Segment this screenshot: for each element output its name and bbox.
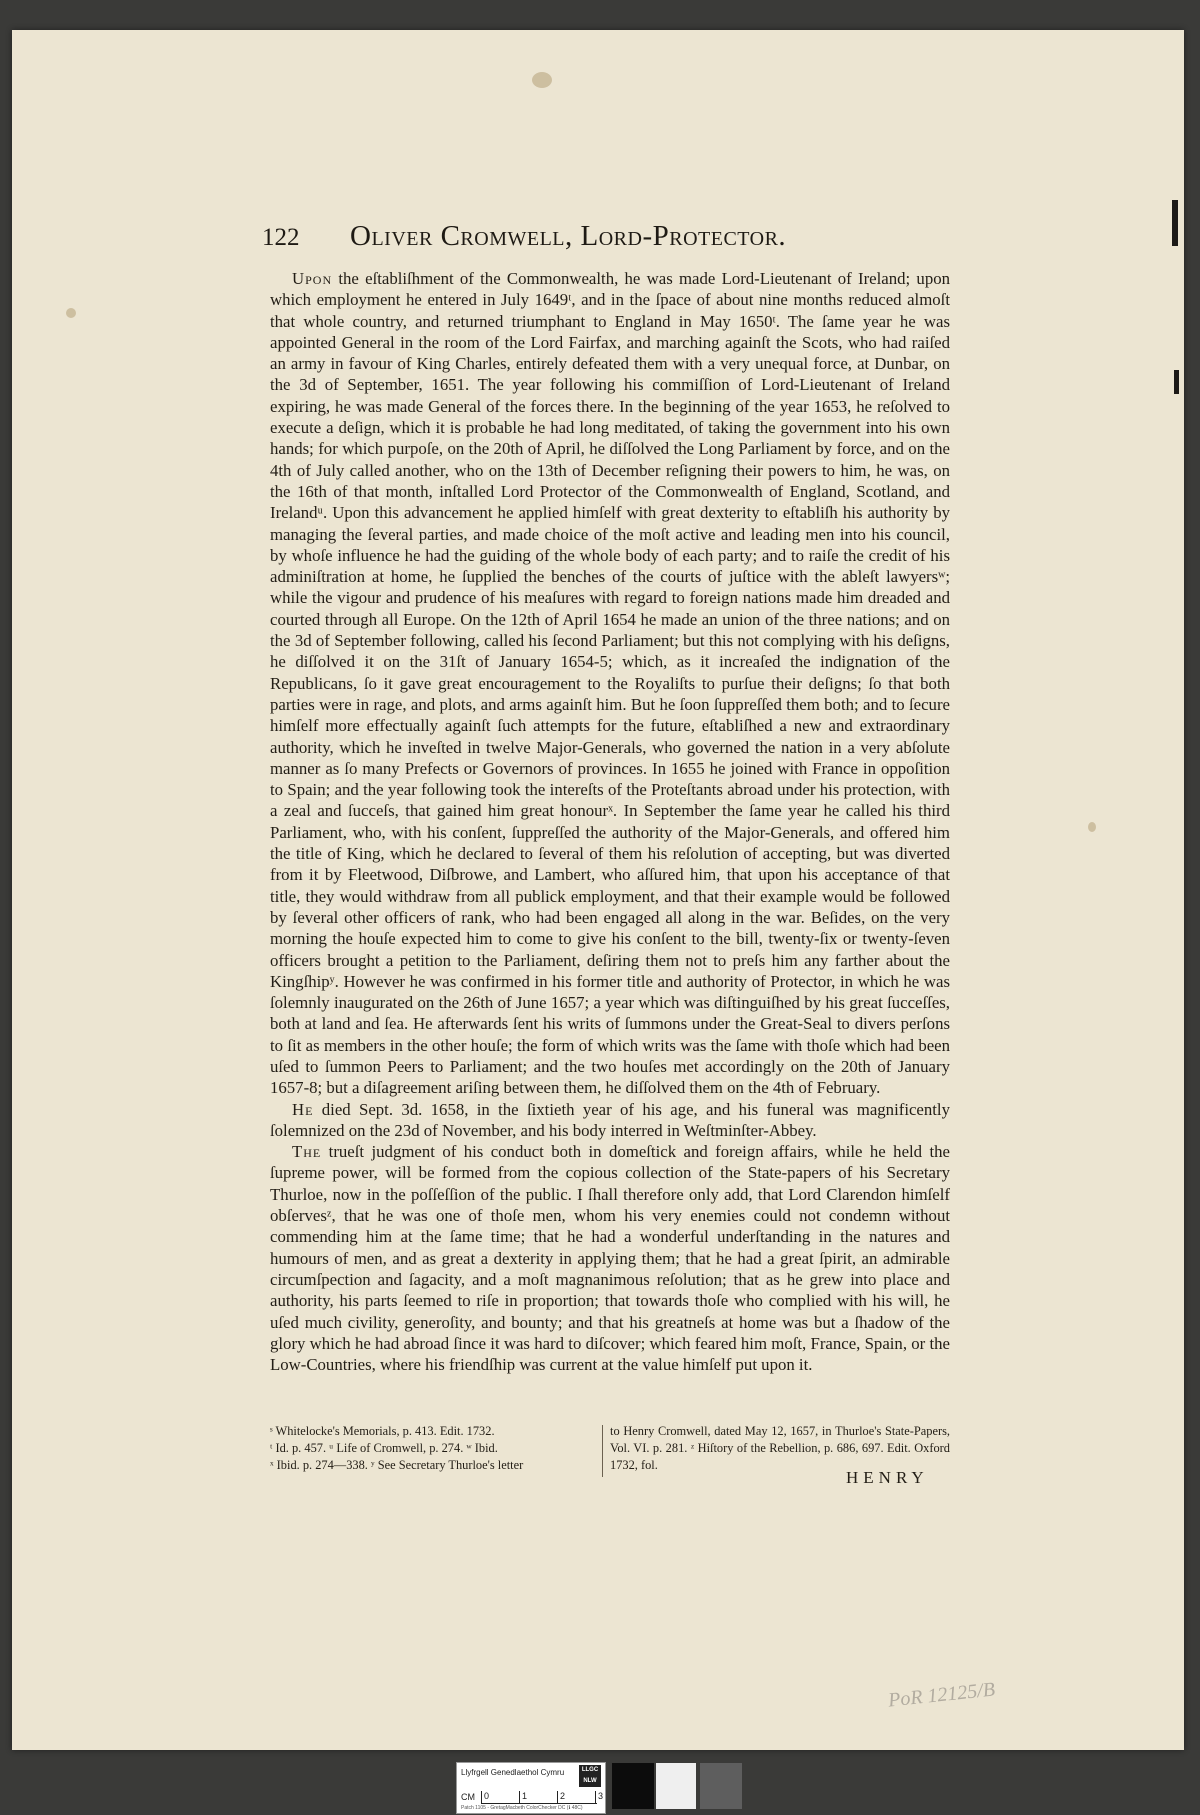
scale-unit: CM [461,1792,475,1802]
paper-stain [532,72,552,88]
archive-label [456,1762,606,1814]
footnote-line: ˢ Whitelocke's Memorials, p. 413. Edit. 1732. [270,1424,495,1438]
page-title: Oliver Cromwell, Lord-Protector. [350,220,787,252]
color-swatch-black [612,1763,654,1809]
edge-tear [1172,200,1178,246]
pencil-shelfmark: PoR 12125/B [887,1678,997,1712]
paragraph [270,268,950,1099]
footnote-line: ᵗ Id. p. 457. ᵘ Life of Cromwell, p. 274. ʷ Ibid. [270,1441,498,1455]
label-caption: Patch 1105 - GretagMacbeth ColorChecker DC (ℹ 48C) [461,1805,583,1811]
scale-mark: 2 [557,1791,558,1803]
paragraph-lead: Upon [292,269,333,288]
page-number: 122 [262,224,300,251]
footnote-line: ˣ Ibid. p. 274—338. ʸ See Secretary Thurloe's letter [270,1458,524,1472]
cm-scale [461,1791,604,1805]
page-header [262,220,950,264]
paragraph-text: the eſtabliſhment of the Commonwealth, he was made Lord-Lieutenant of Ireland; upon which employment he entered in July 1649ᵗ, and in the ſpace of about nine months reduced almoſt that whole country, and returned triumphant to England in May 1650ᵗ. The ſame year he was appointed General in the room of the Lord Fairfax, and marching againſt the Scots, who had raiſed an army in favour of King Charles, entirely defeated them with a very unequal force, at Dunbar, on the 3d of September, 1651. The year following his commiſſion of Lord-Lieutenant of Ireland expiring, he was made General of the forces there. In the beginning of the year 1653, he reſolved to execute a deſign, which it is probable he had long meditated, of taking the government into his own hands; for which purpoſe, on the 20th of April, he diſſolved the Long Parliament by force, and on the 4th of July called another, who on the 13th of December reſigning their powers to him, he was, on the 16th of that month, inſtalled Lord Protector of the Commonwealth of England, Scotland, and Irelandᵘ. Upon this advancement he applied himſelf with great dexterity to eſtabliſh his authority by managing the ſeveral parties, and made choice of the moſt active and leading men into his council, by whoſe influence he had the guiding of the whole body of each party; and to raiſe the credit of his adminiſtration at home, he ſupplied the benches of the courts of juſtice with the ableſt lawyersʷ; while the vigour and prudence of his meaſures with regard to foreign nations made him dreaded and courted through all Europe. On the 12th of April 1654 he made an union of the three nations; and on the 3d of September following, called his ſecond Parliament; but this not complying with his deſigns, he diſſolved it on the 31ſt of January 1654-5; which, as it increaſed the indignation of the Republicans, ſo it gave great encouragement to the Royaliſts to purſue their deſigns; ſo that both parties were in rage, and plots, and arms againſt him. But he ſoon ſuppreſſed them both; and to ſecure himſelf more effectually againſt ſuch attempts for the future, eſtabliſhed a new and extraordinary authority, which he inveſted in twelve Major-Generals, who governed the nation in a very abſolute manner as ſo many Prefects or Governors of provinces. In 1655 he joined with France in oppoſition to Spain; and the year following took the intereſts of the Proteſtants abroad under his protection, with a zeal and ſucceſs, that gained him great honourˣ. In September the ſame year he called his third Parliament, who, with his conſent, ſuppreſſed the authority of the Major-Generals, and offered him the title of King, which he declared to ſeveral of them his reſolution of accepting, but was diverted from it by Fleetwood, Diſbrowe, and Lambert, who aſſured him, that upon his acceptance of that title, they would withdraw from all publick employment, and that their example would be followed by ſeveral other officers of rank, who had been engaged all along in the war. Beſides, on the very morning the houſe expected him to come to give his conſent to the bill, twenty-ſix or twenty-ſeven officers brought a petition to the Parliament, deſiring them not to preſs him any farther about the Kingſhipʸ. However he was confirmed in his former title and authority of Protector, in which he was ſolemnly inaugurated on the 26th of June 1657; a year which was diſtinguiſhed by his great ſucceſſes, both at land and ſea. He afterwards ſent his writs of ſummons under the Great-Seal to divers perſons to ſit as members in the other houſe; the form of which writs was the ſame with thoſe which had been uſed to ſummon Peers to Parliament; and the two houſes met accordingly on the 20th of January 1657-8; but a diſagreement ariſing between them, he diſſolved them on the 4th of February. [270,269,950,1098]
scale-mark: 1 [519,1791,520,1803]
footnotes-left [270,1423,594,1474]
paragraph-lead: The [292,1142,322,1162]
footnotes-right: to Henry Cromwell, dated May 12, 1657, in Thurloe's State-Papers, Vol. VI. p. 281. ᶻ Hiſtory of the Rebellion, p. 686, 697. Edit. Oxford 1732, fol. [610,1424,950,1472]
paper-stain [1088,822,1096,832]
paragraph [270,1099,950,1142]
scale-mark: 0 [481,1791,482,1803]
body-text [270,268,950,1375]
paragraph [270,1141,950,1375]
edge-tear [1174,370,1179,394]
color-swatch-gray [700,1763,742,1809]
paragraph-lead: He [292,1099,314,1119]
scale-baseline [481,1803,597,1804]
color-swatch-white [656,1763,696,1809]
paper-stain [66,308,76,318]
footnote-divider [602,1425,603,1477]
paragraph-text: died Sept. 3d. 1658, in the ſixtieth year of his age, and his funeral was magnificently ſolemnized on the 23d of November, and his body interred in Weſtminſter-Abbey. [270,1099,950,1140]
nlw-logo-icon: LLGC NLW [579,1765,601,1787]
paragraph-text: trueſt judgment of his conduct both in domeſtick and foreign affairs, while he held the ſupreme power, will be formed from the copious collection of the State-papers of his Secretary Thurloe, now in the poſſeſſion of the public. I ſhall therefore only add, that Lord Clarendon himſelf obſervesᶻ, that he was one of thoſe men, whom his very enemies could not condemn without commending him at the ſame time; that he had a wonderful underſtanding in the natures and humours of men, and as great a dexterity in applying them; that he had a great ſpirit, an admirable circumſpection and ſagacity, and a moſt magnanimous reſolution; that as he grew into place and authority, his parts ſeemed to riſe in proportion; that towards thoſe who complied with his will, he uſed much civility, generoſity, and bounty; and that his greatneſs at home was but a ſhadow of the glory which he had abroad ſince it was hard to diſcover; which feared him moſt, France, Spain, or the Low-Countries, where his friendſhip was current at the value himſelf put upon it. [270,1142,950,1375]
scale-mark: 3 [595,1791,596,1803]
library-name: Llyfrgell Genedlaethol Cymru [461,1768,565,1777]
catchword: HENRY [846,1468,929,1487]
